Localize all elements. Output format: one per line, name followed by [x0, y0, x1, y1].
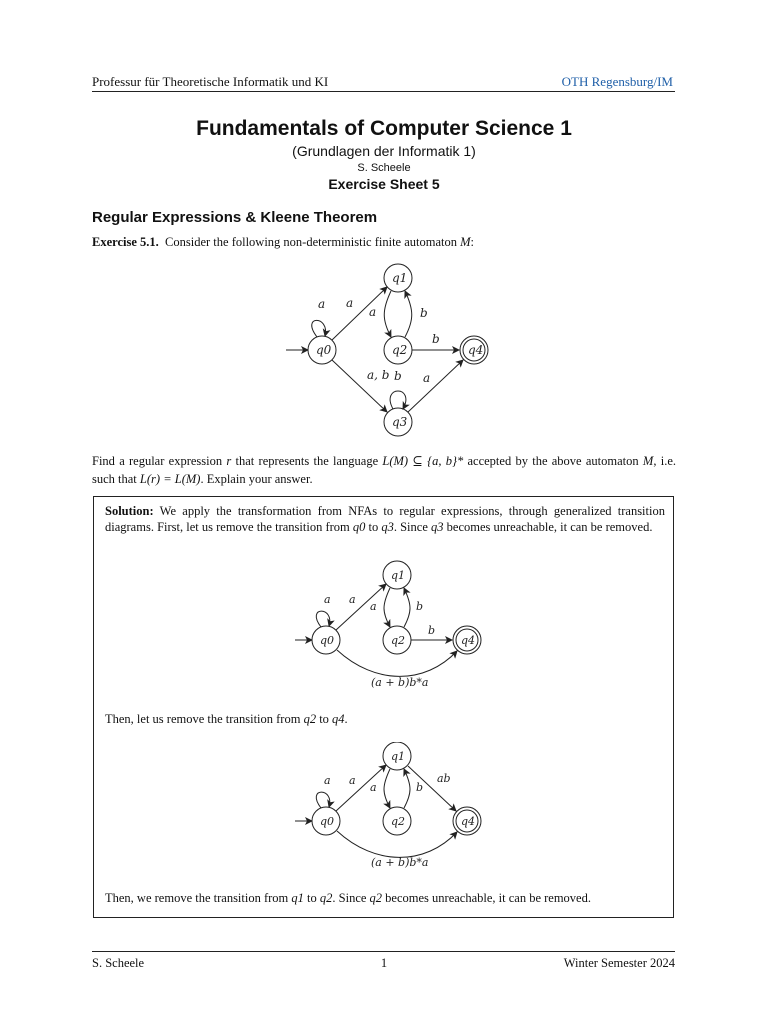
- edge-q0-q1: [336, 765, 386, 811]
- label-q0: q0: [316, 343, 332, 357]
- solution-p2-to: q4: [332, 712, 345, 726]
- question-part5: . Explain your answer.: [200, 472, 313, 486]
- edge-label-q2-q1: b: [420, 306, 428, 320]
- label-q0: q0: [320, 634, 335, 647]
- solution-p1-to-word: to: [368, 520, 379, 534]
- question-m: M: [642, 454, 654, 468]
- edge-label-loop-q0: a: [324, 774, 331, 787]
- exercise-colon: :: [470, 235, 475, 249]
- edge-label-q2-q4: b: [428, 624, 436, 637]
- header-right: OTH Regensburg/IM: [561, 74, 673, 89]
- exercise-statement: [92, 235, 474, 250]
- header-left: Professur für Theoretische Informatik und KI: [92, 74, 329, 89]
- solution-p1-q: q3: [431, 520, 444, 534]
- edge-q2-q1: [405, 291, 412, 337]
- edge-q1-q2: [384, 769, 390, 808]
- nfa-diagram-step2: [285, 742, 495, 872]
- edge-loop-q0: [316, 792, 330, 808]
- solution-paragraph-1: [105, 503, 665, 535]
- label-q1: q1: [391, 750, 406, 763]
- edge-q2-q1: [404, 769, 410, 808]
- label-q1: q1: [391, 569, 406, 582]
- edge-loop-q3: [390, 391, 406, 409]
- solution-paragraph-2: [105, 712, 348, 727]
- edge-label-q2-q1: b: [416, 600, 424, 613]
- solution-p2-start: Then, let us remove the transition from: [105, 712, 301, 726]
- solution-p1-end: becomes unreachable, it can be removed.: [446, 520, 653, 534]
- solution-p2-end: .: [344, 712, 348, 726]
- edge-label-loop-q0: a: [324, 593, 331, 606]
- question-part4: , i.e. such that: [92, 454, 676, 486]
- solution-p1-from: q0: [352, 520, 366, 534]
- edge-label-q0-q1: a: [349, 593, 356, 606]
- solution-p3-to-word: to: [307, 891, 317, 905]
- section-heading: Regular Expressions & Kleene Theorem: [92, 209, 378, 226]
- edge-label-q2-q4: b: [432, 332, 440, 346]
- question-part2: that represents the language: [235, 454, 379, 468]
- solution-p3-mid: . Since: [332, 891, 367, 905]
- nfa-diagram: [270, 255, 510, 445]
- exercise-text: Consider the following non-deterministic finite automaton: [165, 235, 457, 249]
- edge-label-q0-q1: a: [346, 296, 354, 310]
- edge-label-q0-q3: a, b: [367, 368, 390, 382]
- solution-p3-start: Then, we remove the transition from: [105, 891, 289, 905]
- header-rule: [92, 91, 675, 92]
- solution-label: Solution:: [105, 504, 154, 518]
- edge-label-q1-q2: a: [370, 600, 377, 613]
- label-q1: q1: [392, 271, 408, 285]
- edge-q0-q1: [332, 287, 387, 340]
- edge-q1-q2: [384, 588, 390, 627]
- solution-p1-to: q3: [381, 520, 394, 534]
- edge-label-q1-q2: a: [370, 781, 377, 794]
- label-q2: q2: [391, 634, 406, 647]
- exercise-label: Exercise 5.1.: [92, 235, 159, 249]
- label-q0: q0: [320, 815, 335, 828]
- edge-label-q0-q4: (a + b)b*a: [371, 856, 429, 869]
- question-part3: accepted by the above automaton: [467, 454, 639, 468]
- label-q2: q2: [391, 815, 406, 828]
- question-text: [92, 452, 676, 488]
- edge-label-q3-q4: a: [423, 371, 431, 385]
- edge-label-q2-q1: b: [416, 781, 424, 794]
- solution-p3-to: q2: [319, 891, 333, 905]
- edge-label-q0-q4: (a + b)b*a: [371, 676, 429, 689]
- question-part1: Find a regular expression: [92, 454, 223, 468]
- edge-q3-q4: [408, 360, 463, 412]
- author: S. Scheele: [357, 162, 411, 174]
- automaton-name: M: [460, 235, 471, 249]
- label-q4: q4: [461, 815, 476, 828]
- footer-rule: [92, 951, 675, 952]
- question-r: r: [226, 454, 232, 468]
- solution-paragraph-3: [105, 891, 591, 906]
- edge-label-q0-q1: a: [349, 774, 356, 787]
- edge-q0-q1: [336, 584, 386, 630]
- footer-left: S. Scheele: [92, 956, 145, 970]
- edge-loop-q0: [316, 611, 330, 627]
- label-q4: q4: [468, 343, 484, 357]
- sheet-title: Exercise Sheet 5: [328, 176, 440, 192]
- solution-p1-rest: . Since: [393, 520, 428, 534]
- nfa-diagram-step1: [285, 560, 495, 695]
- solution-p3-q: q2: [369, 891, 383, 905]
- question-eq: L(r) = L(M): [139, 472, 201, 486]
- page-title: Fundamentals of Computer Science 1: [196, 117, 572, 140]
- page-number: 1: [380, 956, 388, 970]
- edge-label-q1-q2: a: [369, 305, 377, 319]
- label-q4: q4: [461, 634, 476, 647]
- edge-label-loop-q0: a: [318, 297, 326, 311]
- solution-p2-from: q2: [303, 712, 317, 726]
- edge-label-loop-q3: b: [394, 369, 402, 383]
- label-q2: q2: [392, 343, 408, 357]
- question-lang: L(M) ⊆ {a, b}*: [382, 454, 464, 468]
- solution-p3-end: becomes unreachable, it can be removed.: [385, 891, 591, 905]
- page-subtitle: (Grundlagen der Informatik 1): [292, 143, 476, 159]
- solution-p3-from: q1: [291, 891, 304, 905]
- edge-q1-q2: [384, 291, 391, 337]
- edge-label-q1-q4: ab: [437, 772, 451, 785]
- solution-p1-text: We apply the transformation from NFAs to regular expressions, through generalized transition diagrams. First, let us remove the transition from: [105, 504, 665, 534]
- edge-q2-q1: [404, 588, 410, 627]
- footer-right: Winter Semester 2024: [563, 956, 675, 970]
- edge-loop-q0: [312, 320, 326, 337]
- solution-p2-to-word: to: [319, 712, 329, 726]
- label-q3: q3: [392, 415, 408, 429]
